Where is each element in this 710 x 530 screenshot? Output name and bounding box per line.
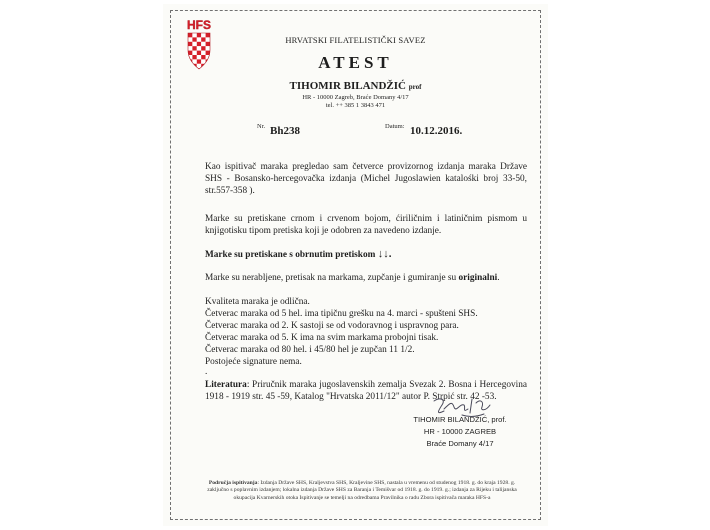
literature-text: : Priručnik maraka jugoslavenskih zemalja Svezak 2. Bosna i Hercegovina 1918 - 1919 str. 45 -59, Katalog "Hrvatska 2011/12" autor P. Strpić str. 42 -53. bbox=[205, 380, 527, 402]
condition-bold: originalni bbox=[458, 273, 498, 283]
expert-name-text: TIHOMIR BILANDŽIĆ bbox=[289, 80, 406, 92]
expert-title: prof bbox=[408, 83, 422, 91]
federation-name: HRVATSKI FILATELISTIČKI SAVEZ bbox=[285, 35, 426, 45]
paragraph-examination: Kao ispitivač maraka pregledao sam četverce provizornog izdanja maraka Države SHS - Bosansko-hercegovačka izdanja (Michel Jugoslawien katalośki broj 33-50, str.557-358 ). bbox=[205, 162, 527, 196]
stamp-line-city: HR - 10000 ZAGREB bbox=[423, 427, 497, 436]
paragraph-overprint: Marke su pretiskane crnom i crvenom bojom, ćiriličnim i latiničnim pismom u knjigotisku tipom pretiska koji je odobren za navedeno izdanje. bbox=[205, 214, 527, 236]
expert-name bbox=[163, 80, 548, 92]
cert-number: Bh238 bbox=[270, 125, 300, 137]
certificate-page bbox=[163, 4, 548, 526]
cert-date-label: Datum: bbox=[385, 123, 405, 130]
block-2k-line: Četverac maraka od 2. K sastoji se od vodoravnog i uspravnog para. bbox=[205, 321, 459, 331]
block-5k-line: Četverac maraka od 5. K ima na svim markama probojni tisak. bbox=[205, 333, 439, 343]
stamp-line-street: Braće Domany 4/17 bbox=[426, 439, 494, 448]
document-title: ATEST bbox=[318, 53, 393, 72]
paragraph-condition bbox=[205, 273, 527, 285]
overprint-inverted-line bbox=[205, 249, 391, 262]
expert-address: HR - 10000 Zagreb, Braće Domany 4/17 bbox=[302, 94, 409, 101]
literature-label: Literatura bbox=[205, 380, 247, 390]
block-80hel-line: Četverac maraka od 80 hel. i 45/80 hel je zupčan 11 1/2. bbox=[205, 345, 415, 355]
cert-date: 10.12.2016. bbox=[410, 125, 463, 137]
overprint-inverted-text: Marke su pretiskane s obrnutim pretiskom bbox=[205, 250, 376, 260]
stamp-line-name: TIHOMIR BILANDŽIĆ, prof. bbox=[413, 415, 507, 424]
footer-text: : Izdanja Države SHS, Kraljevstva SHS, Kraljevine SHS, nastala u vremenu od studenog 1918. g. do kraja 1928. g. zaključno s poplavnim izdanjem; lokalna izdanja Države SHS za Baranja i Temišvar od 1918. g. do 1919. g.; izdanja za Rijeku i talijanska okupacija Kvarnerskih otoka Ispitivanje se temelji na odredbama Pravilnika o radu Zbora ispitivača maraka HFS-a bbox=[207, 480, 517, 501]
block-5hel-line: Četverac maraka od 5 hel. ima tipičnu grešku na 4. marci - spušteni SHS. bbox=[205, 309, 478, 319]
inverted-arrows-icon: ↓↓. bbox=[377, 248, 392, 260]
cert-number-label: Nr. bbox=[257, 123, 266, 130]
signature-line: Postojeće signature nema. bbox=[205, 357, 302, 367]
quality-line: Kvaliteta maraka je odlična. bbox=[205, 297, 310, 307]
footer-label: Područja ispitivanja bbox=[208, 480, 258, 486]
condition-text: Marke su nerabljene, pretisak na markama, zupčanje i gumiranje su bbox=[205, 273, 457, 283]
hfs-logo-text: HFS bbox=[187, 18, 211, 32]
dot-line: . bbox=[205, 367, 208, 377]
expert-phone: tel. ++ 385 1 3843 471 bbox=[325, 102, 386, 109]
condition-end: . bbox=[497, 273, 500, 283]
footer-note bbox=[203, 480, 521, 502]
